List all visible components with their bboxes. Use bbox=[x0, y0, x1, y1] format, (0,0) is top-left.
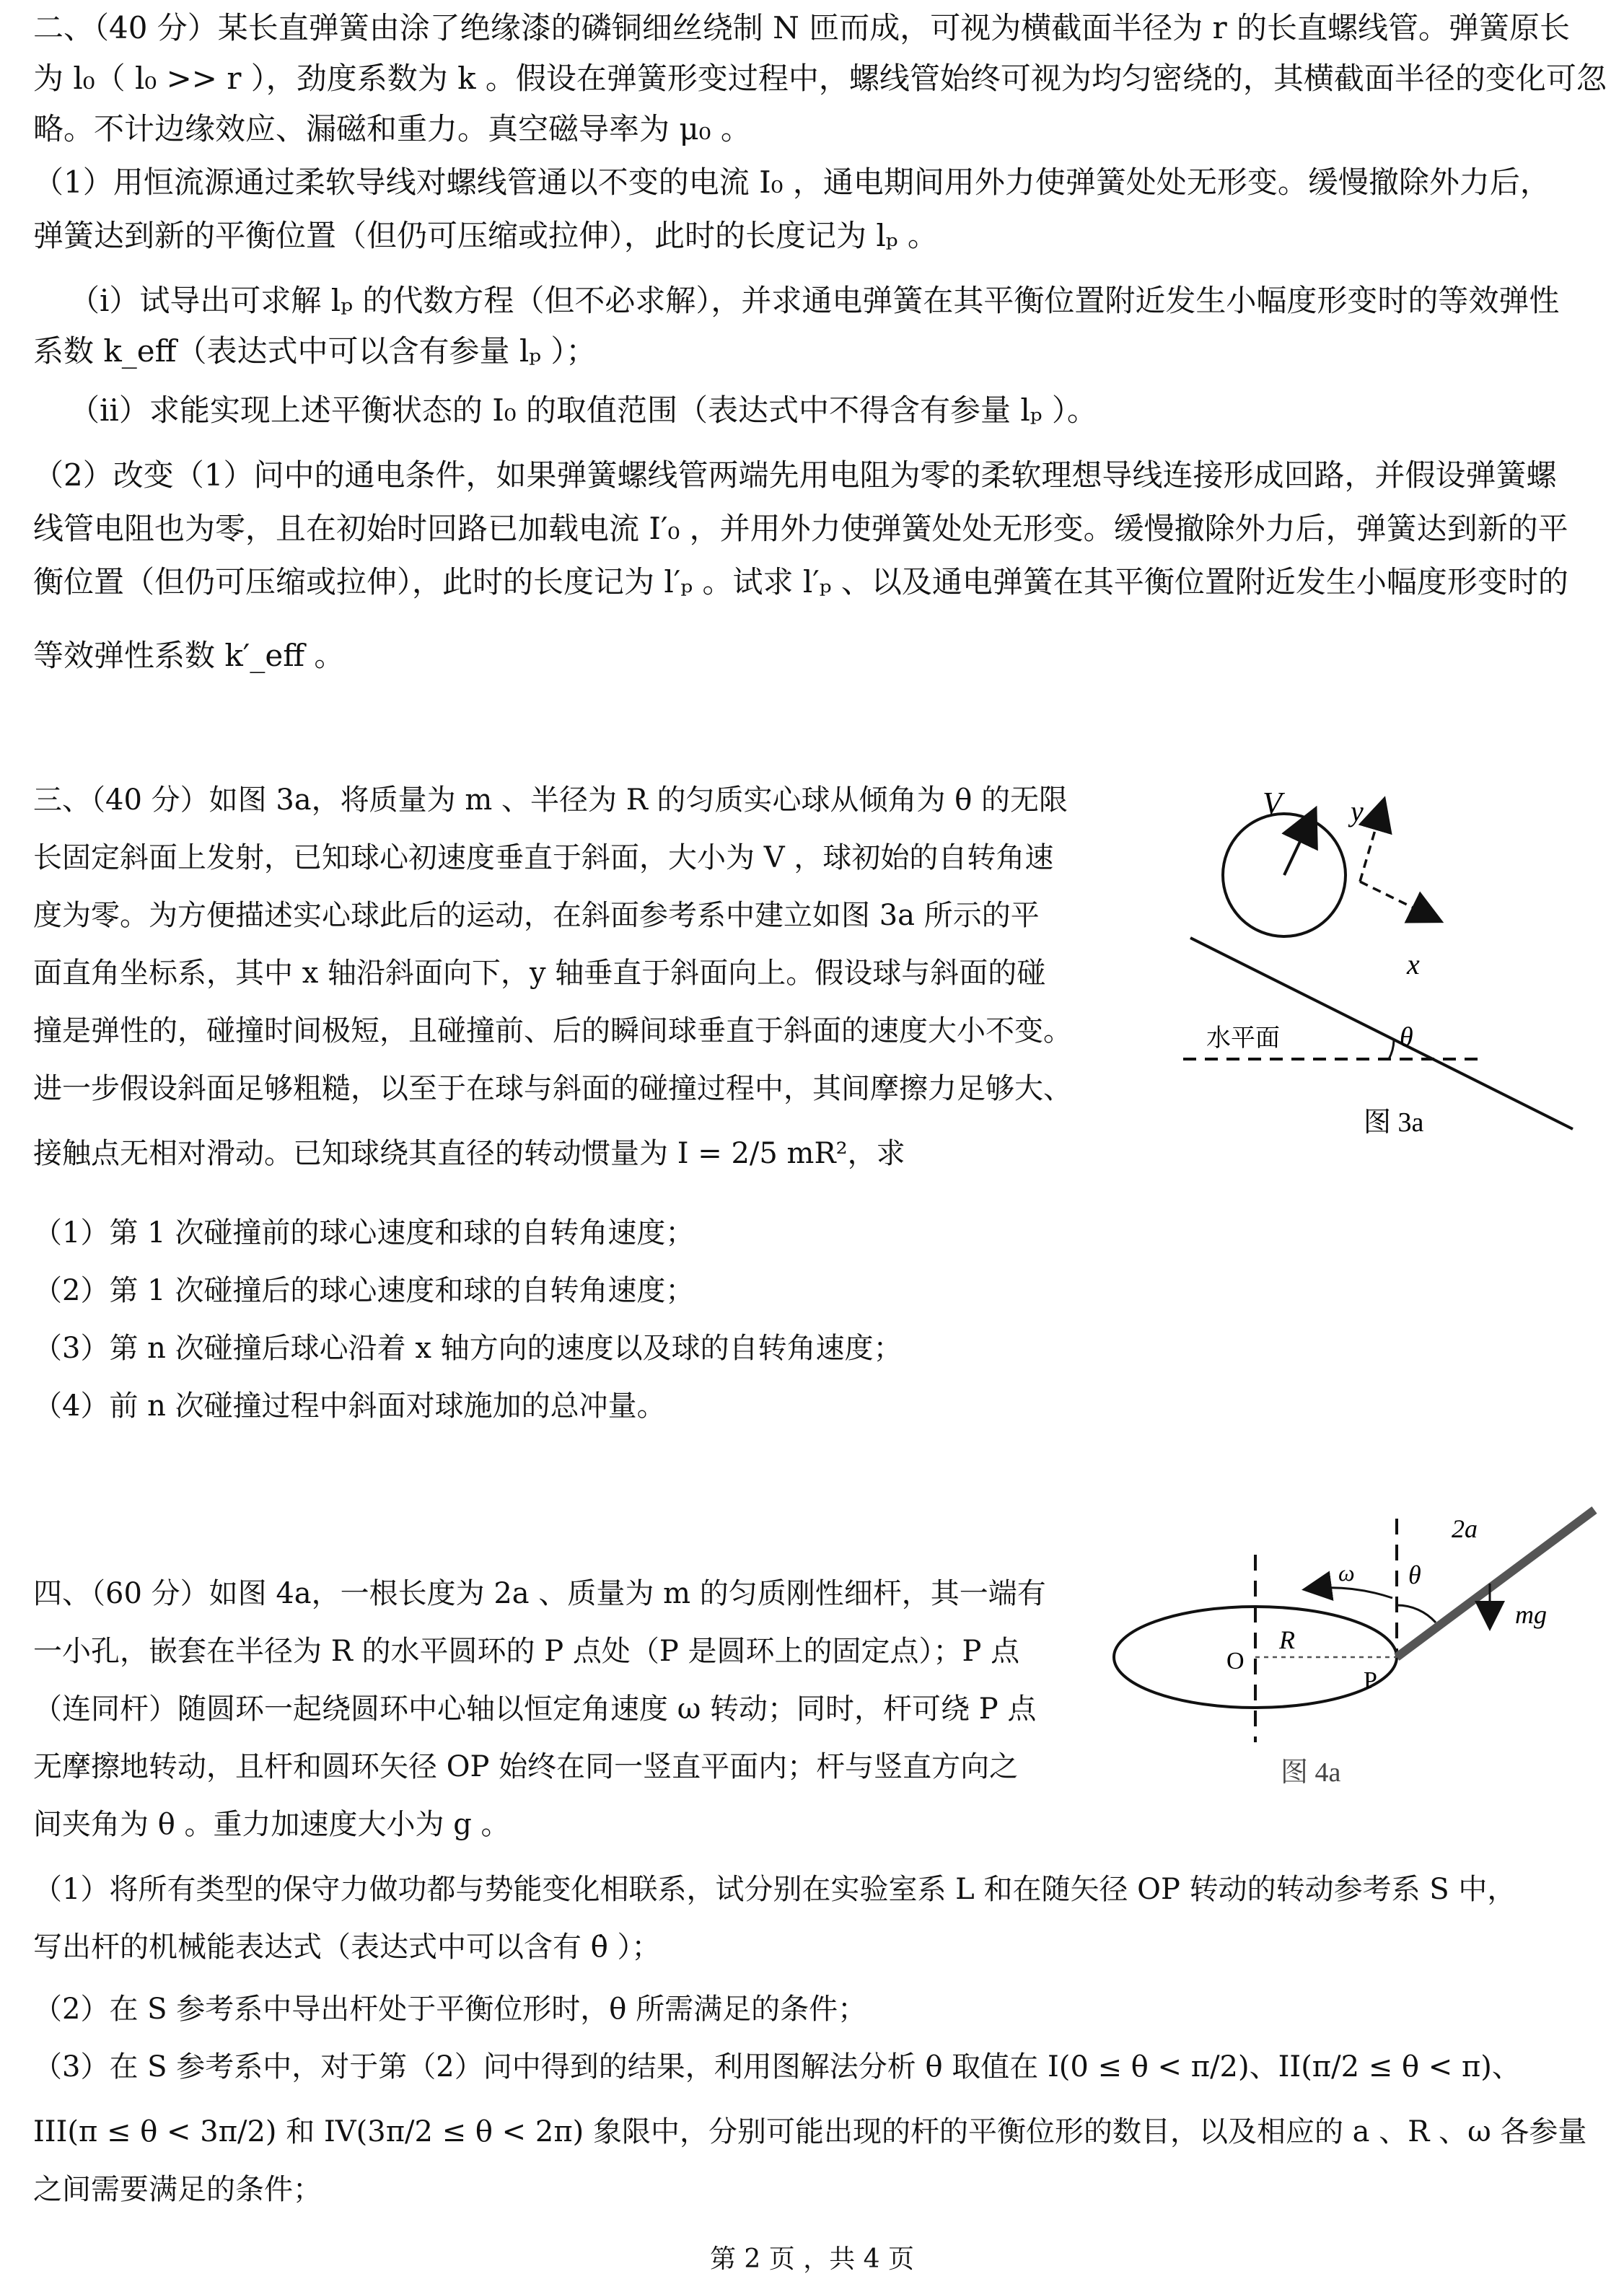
q2-line-12: 等效弹性系数 k′_eff 。 bbox=[33, 638, 345, 673]
point-p-label: P bbox=[1364, 1667, 1377, 1694]
q2-line-1: 二、（40 分）某长直弹簧由涂了绝缘漆的磷铜细丝绕制 N 匝而成，可视为横截面半径为 r 的长直螺线管。弹簧原长 bbox=[33, 10, 1571, 45]
velocity-arrow bbox=[1284, 811, 1314, 875]
theta-arc-4a bbox=[1397, 1605, 1436, 1623]
q3-line-10: （3）第 n 次碰撞后球心沿着 x 轴方向的速度以及球的自转角速度； bbox=[33, 1332, 903, 1365]
q4-line-9: （3）在 S 参考系中，对于第（2）问中得到的结果，利用图解法分析 θ 取值在 I(0 ≤ θ < π/2)、II(π/2 ≤ θ < π)、 bbox=[33, 2050, 1521, 2084]
q2-line-7: 系数 k_eff（表达式中可以含有参量 lₚ ）； bbox=[33, 333, 597, 369]
figure-4a-caption: 图 4a bbox=[1281, 1757, 1341, 1788]
q4-line-3: （连同杆）随圆环一起绕圆环中心轴以恒定角速度 ω 转动；同时，杆可绕 P 点 bbox=[33, 1692, 1037, 1726]
q3-line-7: 接触点无相对滑动。已知球绕其直径的转动惯量为 I = 2/5 mR²，求 bbox=[33, 1137, 905, 1170]
q3-line-3: 度为零。为方便描述实心球此后的运动，在斜面参考系中建立如图 3a 所示的平 bbox=[33, 899, 1040, 932]
rod bbox=[1397, 1510, 1594, 1657]
page-footer: 第 2 页 ，共 4 页 bbox=[709, 2244, 915, 2274]
theta-label-4a: θ bbox=[1408, 1560, 1421, 1589]
theta-arc bbox=[1389, 1040, 1394, 1059]
q4-line-5: 间夹角为 θ 。重力加速度大小为 g 。 bbox=[33, 1808, 510, 1841]
q4-line-10: III(π ≤ θ < 3π/2) 和 IV(3π/2 ≤ θ < 2π) 象限中，分别可能出现的杆的平衡位形的数目，以及相应的 a 、R 、ω 各参量 bbox=[33, 2115, 1587, 2148]
q2-line-6: （i）试导出可求解 lₚ 的代数方程（但不必求解），并求通电弹簧在其平衡位置附近发生小幅度形变时的等效弹性 bbox=[69, 283, 1560, 318]
q2-line-9: （2）改变（1）问中的通电条件，如果弹簧螺线管两端先用电阻为零的柔软理想导线连接形成回路，并假设弹簧螺 bbox=[33, 457, 1557, 493]
figure-4a bbox=[1097, 1504, 1602, 1807]
q2-line-5: 弹簧达到新的平衡位置（但仍可压缩或拉伸），此时的长度记为 lₚ 。 bbox=[33, 218, 938, 253]
figure-3a bbox=[1154, 779, 1602, 1154]
q3-line-2: 长固定斜面上发射，已知球心初速度垂直于斜面，大小为 V ，球初始的自转角速 bbox=[33, 841, 1054, 874]
q4-line-11: 之间需要满足的条件； bbox=[33, 2173, 322, 2206]
theta-label: θ bbox=[1400, 1022, 1413, 1053]
q2-line-2: 为 l₀（ l₀ >> r ），劲度系数为 k 。假设在弹簧形变过程中，螺线管始终可视为均匀密绕的，其横截面半径的变化可忽 bbox=[33, 61, 1607, 96]
q4-line-4: 无摩擦地转动，且杆和圆环矢径 OP 始终在同一竖直平面内；杆与竖直方向之 bbox=[33, 1750, 1019, 1783]
omega-label: ω bbox=[1338, 1560, 1355, 1586]
q3-line-8: （1）第 1 次碰撞前的球心速度和球的自转角速度； bbox=[33, 1216, 695, 1250]
x-axis-arrow bbox=[1360, 882, 1439, 921]
q2-line-11: 衡位置（但仍可压缩或拉伸），此时的长度记为 l′ₚ 。试求 l′ₚ 、以及通电弹簧在其平衡位置附近发生小幅度形变时的 bbox=[33, 564, 1568, 600]
length-label: 2a bbox=[1452, 1514, 1478, 1543]
y-axis-label: y bbox=[1351, 795, 1364, 827]
q2-line-4: （1）用恒流源通过柔软导线对螺线管通以不变的电流 I₀ ，通电期间用外力使弹簧处处无形变。缓慢撤除外力后， bbox=[33, 164, 1550, 200]
q4-line-8: （2）在 S 参考系中导出杆处于平衡位形时，θ 所需满足的条件； bbox=[33, 1993, 867, 2026]
figure-3a-caption: 图 3a bbox=[1364, 1107, 1424, 1138]
q3-line-5: 撞是弹性的，碰撞时间极短，且碰撞前、后的瞬间球垂直于斜面的速度大小不变。 bbox=[33, 1014, 1072, 1048]
point-o-label: O bbox=[1226, 1648, 1245, 1674]
q2-line-3: 略。不计边缘效应、漏磁和重力。真空磁导率为 μ₀ 。 bbox=[33, 111, 751, 146]
x-axis-label: x bbox=[1407, 948, 1420, 980]
q4-line-6: （1）将所有类型的保守力做功都与势能变化相联系，试分别在实验室系 L 和在随矢径 OP 转动的转动参考系 S 中， bbox=[33, 1873, 1517, 1906]
q3-line-11: （4）前 n 次碰撞过程中斜面对球施加的总冲量。 bbox=[33, 1389, 666, 1423]
q4-line-1: 四、（60 分）如图 4a，一根长度为 2a 、质量为 m 的匀质刚性细杆，其一端有 bbox=[33, 1577, 1046, 1610]
q2-line-8: （ii）求能实现上述平衡状态的 I₀ 的取值范围（表达式中不得含有参量 lₚ ）。 bbox=[69, 392, 1097, 428]
horizontal-label: 水平面 bbox=[1206, 1025, 1280, 1052]
velocity-label: V bbox=[1263, 786, 1282, 821]
q4-line-2: 一小孔，嵌套在半径为 R 的水平圆环的 P 点处（P 是圆环上的固定点）；P 点 bbox=[33, 1635, 1020, 1668]
q3-line-6: 进一步假设斜面足够粗糙，以至于在球与斜面的碰撞过程中，其间摩擦力足够大、 bbox=[33, 1072, 1072, 1105]
y-axis-arrow bbox=[1360, 801, 1384, 882]
q2-line-10: 线管电阻也为零，且在初始时回路已加载电流 I′₀ ，并用外力使弹簧处处无形变。缓慢撤除外力后，弹簧达到新的平 bbox=[33, 511, 1568, 546]
q4-line-7: 写出杆的机械能表达式（表达式中可以含有 θ̇ ）； bbox=[33, 1931, 661, 1964]
radius-label: R bbox=[1279, 1625, 1295, 1654]
q3-line-4: 面直角坐标系，其中 x 轴沿斜面向下，y 轴垂直于斜面向上。假设球与斜面的碰 bbox=[33, 957, 1046, 990]
q3-line-9: （2）第 1 次碰撞后的球心速度和球的自转角速度； bbox=[33, 1274, 695, 1307]
mg-label: mg bbox=[1515, 1600, 1547, 1629]
q3-line-1: 三、（40 分）如图 3a，将质量为 m 、半径为 R 的匀质实心球从倾角为 θ 的无限 bbox=[33, 783, 1068, 817]
omega-arrow bbox=[1306, 1588, 1392, 1598]
